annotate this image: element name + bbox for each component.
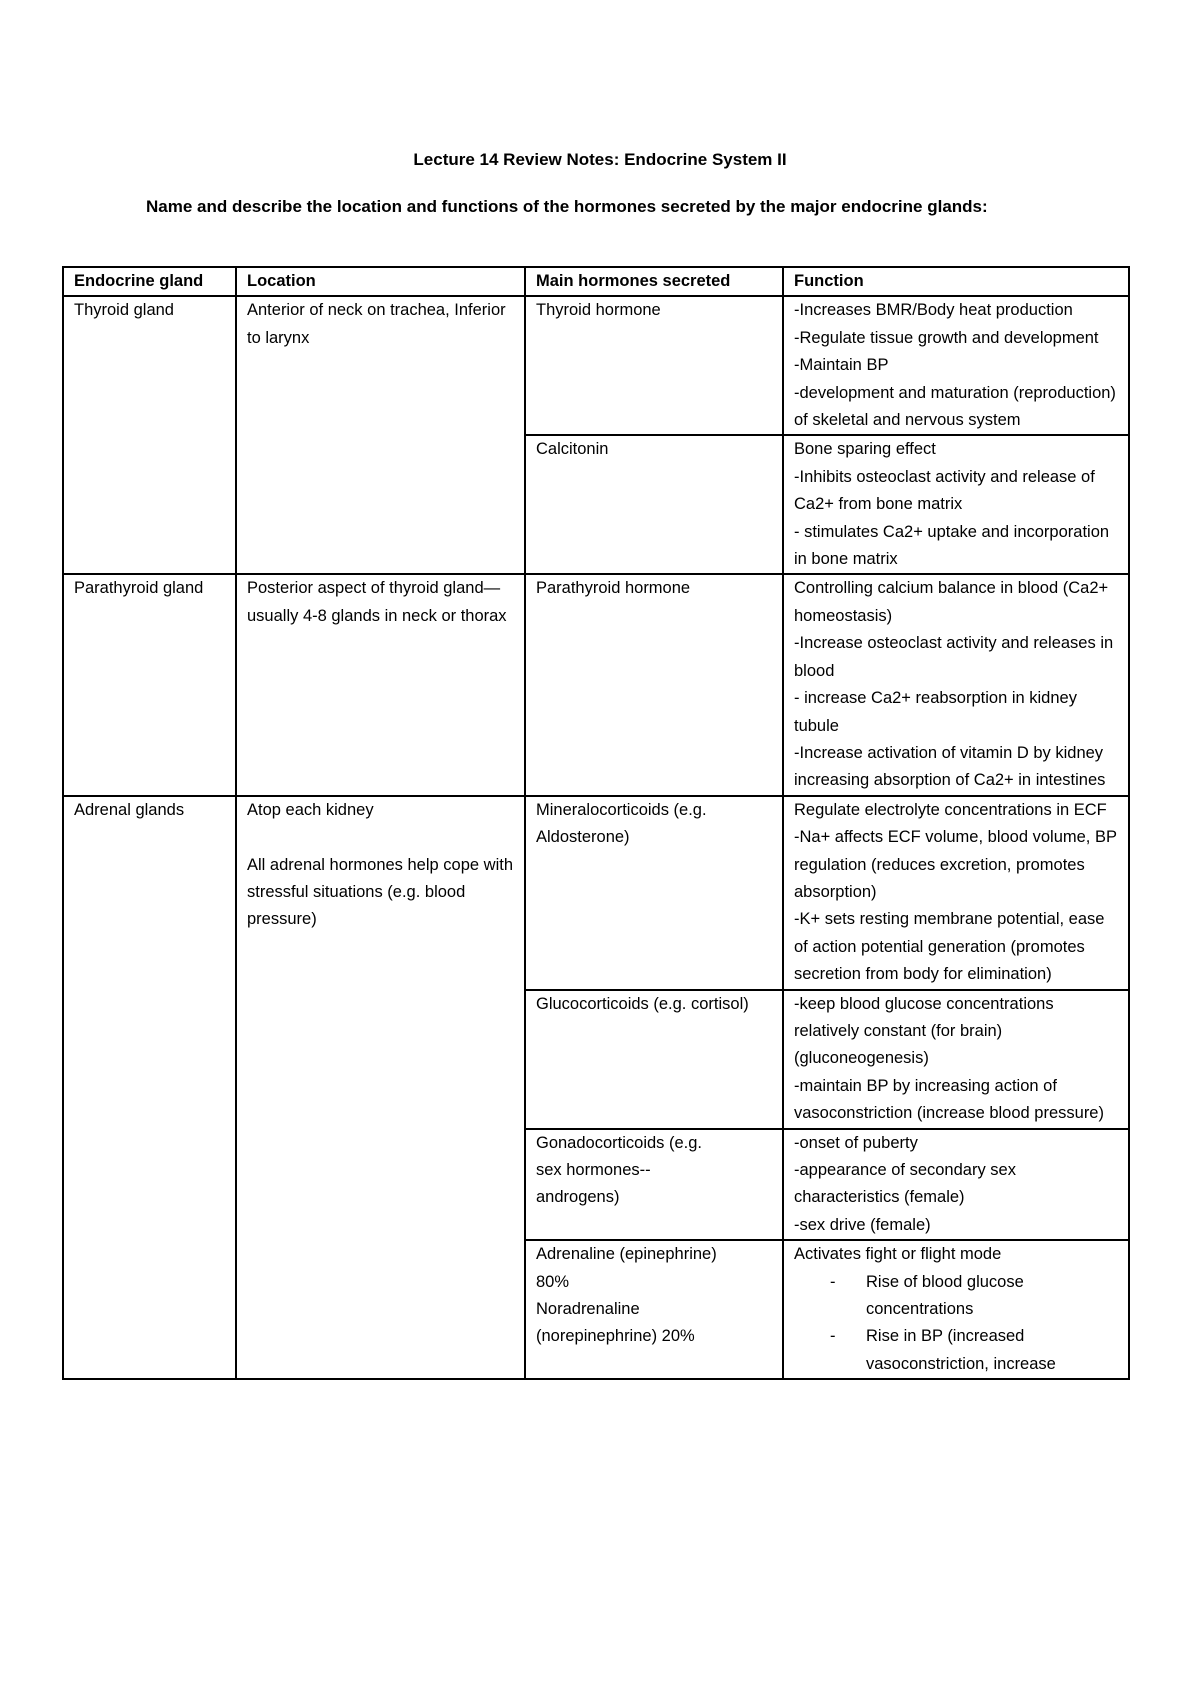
cell-hormone-glucocorticoids: Glucocorticoids (e.g. cortisol) (525, 990, 783, 1129)
function-line: -Increases BMR/Body heat production (794, 301, 1073, 320)
table-row (63, 296, 1129, 435)
cell-function-thyroid (783, 296, 1129, 435)
bullet-text: Rise of blood glucose concentrations (866, 1272, 1024, 1319)
function-line: - increase Ca2+ reabsorption in kidney tubule (794, 689, 1082, 735)
cell-hormone-adrenaline (525, 1240, 783, 1379)
function-line: Bone sparing effect (794, 440, 936, 459)
cell-function-glucocorticoids (783, 990, 1129, 1129)
location-line: Atop each kidney (247, 800, 374, 819)
cell-hormone-calcitonin: Calcitonin (525, 435, 783, 574)
header-location: Location (236, 267, 525, 296)
bullet-item (794, 1269, 1120, 1324)
function-line: Controlling calcium balance in blood (Ca2+ homeostasis) (794, 579, 1113, 625)
function-line: -maintain BP by increasing action of vasoconstriction (increase blood pressure) (794, 1076, 1104, 1123)
cell-location-thyroid: Anterior of neck on trachea, Inferior to larynx (236, 296, 525, 574)
function-line: -keep blood glucose concentrations relatively constant (for brain) (gluconeogenesis) (794, 994, 1059, 1068)
function-line: - stimulates Ca2+ uptake and incorporation in bone matrix (794, 522, 1114, 569)
function-line: Regulate electrolyte concentrations in ECF (794, 800, 1107, 819)
cell-function-calcitonin (783, 435, 1129, 574)
hormone-line: 80% (536, 1272, 570, 1291)
hormone-line: androgens) (536, 1188, 620, 1207)
function-line: -onset of puberty (794, 1133, 918, 1152)
function-line: -Increase osteoclast activity and releases in blood (794, 634, 1118, 680)
function-line: -Na+ affects ECF volume, blood volume, BP regulation (reduces excretion, promotes absorption) (794, 828, 1122, 901)
cell-gland-thyroid: Thyroid gland (63, 296, 236, 574)
cell-hormone-thyroid: Thyroid hormone (525, 296, 783, 435)
cell-hormone-parathyroid: Parathyroid hormone (525, 574, 783, 795)
header-function: Function (783, 267, 1129, 296)
hormone-line: Noradrenaline (536, 1300, 640, 1319)
function-line: -Inhibits osteoclast activity and release of Ca2+ from bone matrix (794, 467, 1100, 514)
header-gland: Endocrine gland (63, 267, 236, 296)
function-line: -appearance of secondary sex characteristics (female) (794, 1161, 1021, 1207)
table-header-row (63, 267, 1129, 296)
function-line: -Regulate tissue growth and development (794, 328, 1099, 347)
cell-gland-adrenal: Adrenal glands (63, 796, 236, 1380)
bullet-dash: - (830, 1327, 836, 1346)
hormone-line: Gonadocorticoids (e.g. (536, 1133, 703, 1152)
cell-gland-parathyroid: Parathyroid gland (63, 574, 236, 795)
page-title: Lecture 14 Review Notes: Endocrine System II (413, 150, 787, 169)
function-line: -development and maturation (reproduction) of skeletal and nervous system (794, 383, 1121, 430)
bullet-text: Rise in BP (increased vasoconstriction, increase (866, 1327, 1056, 1373)
hormone-line: (norepinephrine) 20% (536, 1327, 695, 1346)
cell-location-adrenal (236, 796, 525, 1380)
cell-location-parathyroid: Posterior aspect of thyroid gland—usually 4-8 glands in neck or thorax (236, 574, 525, 795)
intro-question: Name and describe the location and functions of the hormones secreted by the major endocrine glands: (146, 197, 988, 216)
table-row (63, 796, 1129, 990)
table-row (63, 574, 1129, 795)
cell-function-parathyroid (783, 574, 1129, 795)
cell-function-gonadocorticoids (783, 1129, 1129, 1241)
hormone-line: sex hormones-- (536, 1161, 651, 1179)
cell-hormone-mineralocorticoids: Mineralocorticoids (e.g. Aldosterone) (525, 796, 783, 990)
hormone-line: Adrenaline (epinephrine) (536, 1245, 717, 1264)
function-line: Activates fight or flight mode (794, 1245, 1002, 1264)
function-line: -K+ sets resting membrane potential, ease of action potential generation (promotes secretion from body for elimination) (794, 910, 1110, 984)
endocrine-table (62, 266, 1130, 1380)
function-line: -Maintain BP (794, 356, 889, 375)
line-gap (247, 824, 516, 851)
cell-function-mineralocorticoids (783, 796, 1129, 990)
function-line: -Increase activation of vitamin D by kidney increasing absorption of Ca2+ in intestines (794, 743, 1108, 790)
function-line: -sex drive (female) (794, 1215, 931, 1234)
bullet-item (794, 1323, 1120, 1378)
location-line: All adrenal hormones help cope with stressful situations (e.g. blood pressure) (247, 855, 518, 929)
bullet-dash: - (830, 1272, 836, 1291)
cell-function-adrenaline (783, 1240, 1129, 1379)
cell-hormone-gonadocorticoids (525, 1129, 783, 1241)
header-hormones: Main hormones secreted (525, 267, 783, 296)
